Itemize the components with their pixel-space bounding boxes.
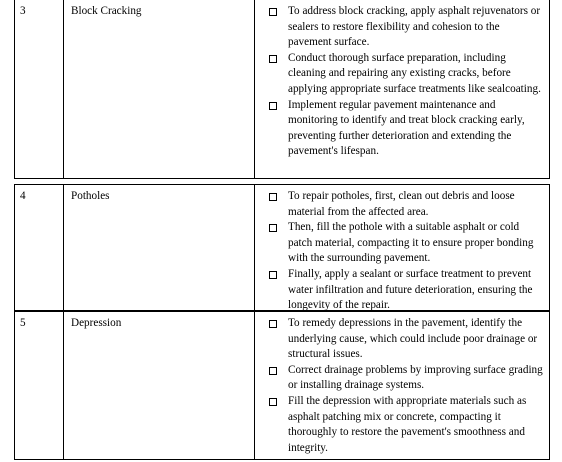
remedy-text: Implement regular pavement maintenance and monitoring to identify and treat block cracking early, preventing further deterioration and extending the pavement's lifespan. xyxy=(288,98,525,158)
row-number: 4 xyxy=(15,185,64,310)
distress-remedy-table xyxy=(14,0,550,460)
checkbox-bullet-icon xyxy=(269,398,277,406)
remedy-text: Correct drainage problems by improving surface grading or installing drainage systems. xyxy=(288,363,543,392)
remedy-text: Then, fill the pothole with a suitable asphalt or cold patch material, compacting it to ensure proper bonding with the surrounding pavement. xyxy=(288,221,534,265)
remedy-text: To repair potholes, first, clean out debris and loose material from the affected area. xyxy=(288,190,515,218)
remedy-list-cell xyxy=(255,0,549,178)
table-row xyxy=(14,184,550,311)
row-number: 3 xyxy=(15,0,64,178)
checkbox-bullet-icon xyxy=(269,102,277,110)
distress-name: Block Cracking xyxy=(64,0,255,178)
remedy-list xyxy=(255,4,549,160)
table-row xyxy=(14,0,550,179)
list-item xyxy=(255,4,549,51)
remedy-list xyxy=(255,189,549,314)
checkbox-bullet-icon xyxy=(269,224,277,232)
remedy-list-cell xyxy=(255,312,549,459)
remedy-text: To remedy depressions in the pavement, identify the underlying cause, which could include poor drainage or structural issues. xyxy=(288,317,538,361)
list-item xyxy=(255,189,549,220)
table-row xyxy=(14,311,550,460)
remedy-list-cell xyxy=(255,185,549,310)
distress-name: Potholes xyxy=(64,185,255,310)
checkbox-bullet-icon xyxy=(269,8,277,16)
list-item xyxy=(255,51,549,98)
row-number: 5 xyxy=(15,312,64,459)
checkbox-bullet-icon xyxy=(269,320,277,328)
list-item xyxy=(255,363,549,394)
remedy-text: Conduct thorough surface preparation, including cleaning and repairing any existing cracks, before applying appropriate surface treatments like sealcoating. xyxy=(288,51,541,95)
list-item xyxy=(255,316,549,363)
remedy-text: Fill the depression with appropriate materials such as asphalt patching mix or concrete, compacting it thoroughly to restore the pavement's smoothness and integrity. xyxy=(288,394,527,454)
checkbox-bullet-icon xyxy=(269,367,277,375)
list-item xyxy=(255,394,549,456)
list-item xyxy=(255,98,549,160)
remedy-list xyxy=(255,316,549,456)
list-item xyxy=(255,267,549,314)
remedy-text: To address block cracking, apply asphalt rejuvenators or sealers to restore flexibility and cohesion to the pavement surface. xyxy=(288,5,541,49)
checkbox-bullet-icon xyxy=(269,193,277,201)
checkbox-bullet-icon xyxy=(269,55,277,63)
distress-name: Depression xyxy=(64,312,255,459)
list-item xyxy=(255,220,549,267)
checkbox-bullet-icon xyxy=(269,271,277,279)
remedy-text: Finally, apply a sealant or surface treatment to prevent water infiltration and future deterioration, ensuring the longevity of the repair. xyxy=(288,267,533,312)
